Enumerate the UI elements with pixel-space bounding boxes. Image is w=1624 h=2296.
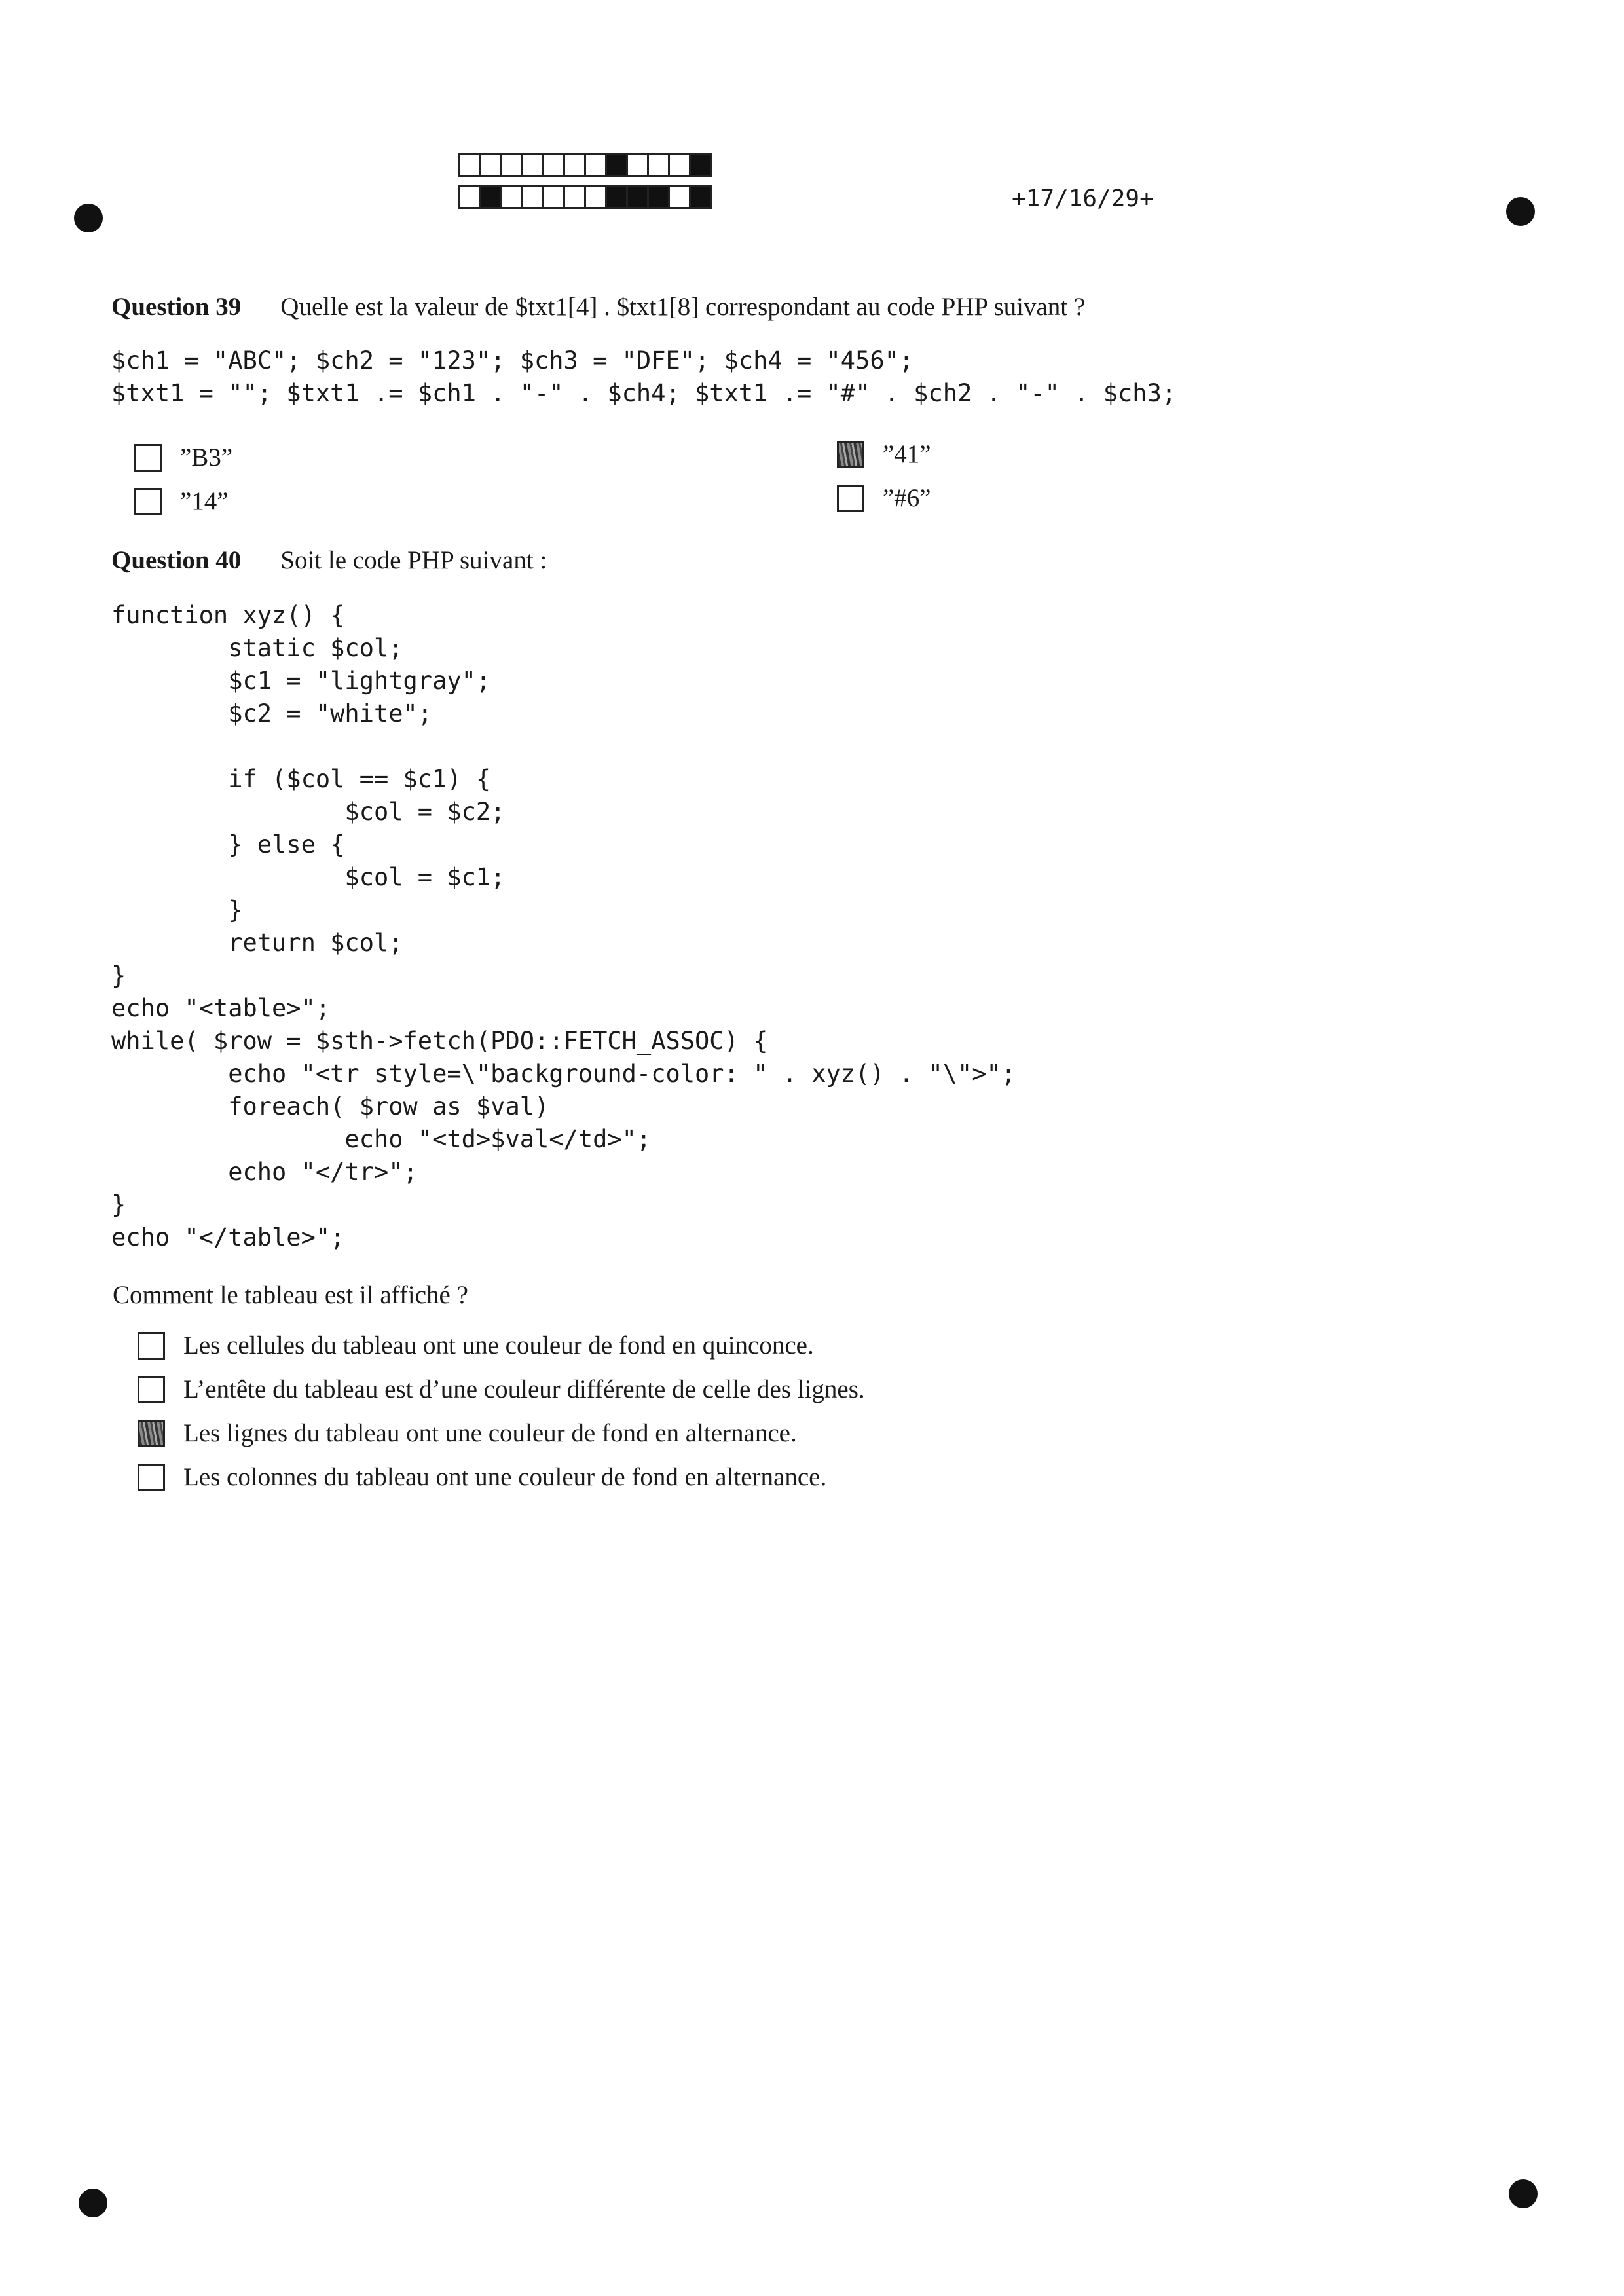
option-label: ”#6”: [883, 484, 931, 512]
barcode-cell: [689, 153, 712, 177]
corner-mark-bottom-left: [79, 2189, 107, 2217]
barcode-cell: [563, 153, 586, 177]
question-40-followup: Comment le tableau est il affiché ?: [113, 1281, 468, 1309]
barcode-cell: [500, 185, 523, 209]
barcode-cell: [563, 185, 586, 209]
question-39-header: [111, 292, 1085, 322]
question-39-label: Question 39: [111, 293, 242, 321]
question-40-label: Question 40: [111, 546, 242, 574]
question-40-code: function xyz() { static $col; $c1 = "lightgray"; $c2 = "white"; if ($col == $c1) { $col = $c2; } else { $col = $c1; } return $col; } echo "<table>"; while( $row = $sth->fetch(PDO::FETCH_ASSOC) { echo "<tr style=\"background-color: " . xyz() . "\">"; foreach( $row as $val) echo "<td>$val</td>"; echo "</tr>"; } echo "</table>";: [111, 601, 1016, 1251]
barcode-cell: [458, 185, 481, 209]
question-40-option-1[interactable]: [138, 1331, 814, 1360]
question-39-option-1[interactable]: [134, 443, 232, 472]
checkbox[interactable]: [837, 441, 864, 468]
barcode-cell: [626, 153, 649, 177]
checkbox[interactable]: [138, 1464, 165, 1491]
barcode-cell: [542, 153, 565, 177]
option-label: ”41”: [883, 440, 931, 468]
barcode-cell: [479, 153, 502, 177]
checkbox[interactable]: [134, 488, 162, 515]
checkbox[interactable]: [138, 1376, 165, 1403]
barcode-row-bottom: [458, 185, 710, 209]
question-40-header: [111, 546, 547, 575]
question-40-option-4[interactable]: [138, 1462, 826, 1492]
barcode-cell: [668, 153, 691, 177]
checkbox[interactable]: [138, 1420, 165, 1447]
question-39-option-2[interactable]: [837, 439, 931, 469]
barcode-cell: [458, 153, 481, 177]
barcode-cell: [626, 185, 649, 209]
question-40-option-2[interactable]: [138, 1375, 865, 1404]
question-40-prompt: Soit le code PHP suivant :: [280, 546, 547, 574]
option-label: L’entête du tableau est d’une couleur différente de celle des lignes.: [183, 1375, 865, 1403]
barcode-cell: [647, 153, 670, 177]
question-39-prompt: Quelle est la valeur de $txt1[4] . $txt1[8] correspondant au code PHP suivant ?: [280, 293, 1086, 321]
barcode-cell: [689, 185, 712, 209]
page-identifier: +17/16/29+: [1012, 185, 1154, 212]
corner-mark-top-left: [74, 204, 103, 232]
option-label: ”B3”: [180, 443, 233, 472]
option-label: Les colonnes du tableau ont une couleur de fond en alternance.: [183, 1463, 827, 1491]
barcode-cell: [605, 185, 628, 209]
question-40-option-3[interactable]: [138, 1418, 797, 1448]
question-39-option-4[interactable]: [837, 483, 931, 513]
barcode-cell: [605, 153, 628, 177]
checkbox[interactable]: [837, 485, 864, 512]
corner-mark-top-right: [1506, 197, 1535, 226]
barcode-cell: [500, 153, 523, 177]
option-label: ”14”: [180, 487, 229, 515]
option-label: Les lignes du tableau ont une couleur de fond en alternance.: [183, 1419, 797, 1447]
barcode-cell: [668, 185, 691, 209]
barcode-row-top: [458, 153, 710, 177]
barcode-cell: [584, 185, 607, 209]
barcode-cell: [479, 185, 502, 209]
barcode-cell: [647, 185, 670, 209]
checkbox[interactable]: [134, 444, 162, 472]
corner-mark-bottom-right: [1509, 2179, 1538, 2208]
question-39-option-3[interactable]: [134, 487, 229, 516]
barcode-cell: [542, 185, 565, 209]
checkbox[interactable]: [138, 1332, 165, 1360]
barcode-cell: [521, 153, 544, 177]
barcode-cell: [584, 153, 607, 177]
option-label: Les cellules du tableau ont une couleur de fond en quinconce.: [183, 1331, 814, 1360]
barcode-cell: [521, 185, 544, 209]
question-39-code: $ch1 = "ABC"; $ch2 = "123"; $ch3 = "DFE"; $ch4 = "456"; $txt1 = ""; $txt1 .= $ch1 . "-" . $ch4; $txt1 .= "#" . $ch2 . "-" . $ch3;: [111, 346, 1177, 407]
